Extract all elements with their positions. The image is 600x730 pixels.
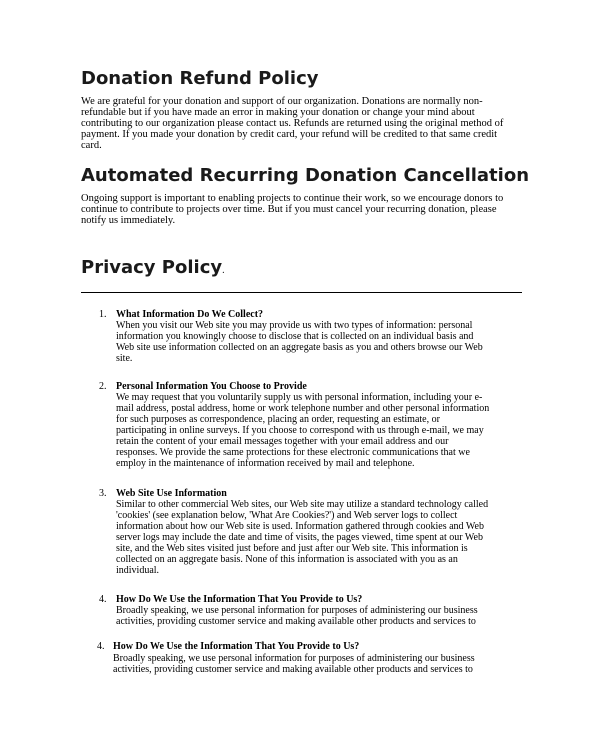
- item-number: 3.: [99, 488, 107, 499]
- refund-policy-text: We are grateful for your donation and support of our organization. Donations are normally non- refundable but if you have made an error in making your donation or change your mind about contributing to our organization please contact us. Refunds are returned using the original method of payment. If you made your donation by credit card, your refund will be credited to that same credit card.: [81, 96, 504, 151]
- item-text: Similar to other commercial Web sites, our Web site may utilize a standard technology called 'cookies' (see explanation below, 'What Are Cookies?') and Web server logs to collect information about how our Web site is used. Information gathered through cookies and Web server logs may include the date and time of visits, the pages viewed, time spent at our Web site, and the Web sites visited just before and just after our Web site. This information is collected on an aggregate basis. None of this information is associated with you as an individual.: [116, 499, 489, 576]
- privacy-policy-suffix: .: [222, 265, 225, 276]
- recurring-cancellation-heading: Automated Recurring Donation Cancellation: [81, 165, 530, 186]
- item-number: 4.: [97, 641, 105, 652]
- section-divider: [81, 292, 522, 293]
- item-title: What Information Do We Collect?: [116, 309, 264, 320]
- item-title: How Do We Use the Information That You Provide to Us?: [116, 594, 363, 605]
- item-number: 4.: [99, 594, 107, 605]
- privacy-policy-title: Privacy Policy: [81, 257, 223, 278]
- item-number: 2.: [99, 381, 107, 392]
- recurring-cancellation-text: Ongoing support is important to enabling projects to continue their work, so we encourage donors to continue to contribute to projects over time. But if you must cancel your recurring donation, please notify us immediately.: [81, 193, 504, 226]
- item-title: Personal Information You Choose to Provide: [116, 381, 307, 392]
- item-text: When you visit our Web site you may provide us with two types of information: personal information you knowingly choose to disclose that is collected on an individual basis and Web site use information collected on an aggregate basis as you and others browse our Web site.: [116, 320, 483, 364]
- privacy-policy-heading: [81, 257, 225, 282]
- item-title: How Do We Use the Information That You Provide to Us?: [113, 641, 360, 652]
- item-title: Web Site Use Information: [116, 488, 227, 499]
- item-text: We may request that you voluntarily supply us with personal information, including your e- mail address, postal address, home or work telephone number and other personal information for such purposes as correspondence, placing an order, requesting an estimate, or participating in online surveys. If you choose to correspond with us through e-mail, we may retain the content of your email messages together with your email address and our responses. We provide the same protections for these electronic communications that we employ in the maintenance of information received by mail and telephone.: [116, 392, 490, 469]
- refund-policy-heading: Donation Refund Policy: [81, 68, 319, 89]
- item-text: Broadly speaking, we use personal information for purposes of administering our business activities, providing customer service and making available other products and services to: [113, 653, 475, 675]
- item-number: 1.: [99, 309, 107, 320]
- item-text: Broadly speaking, we use personal information for purposes of administering our business activities, providing customer service and making available other products and services to: [116, 605, 478, 627]
